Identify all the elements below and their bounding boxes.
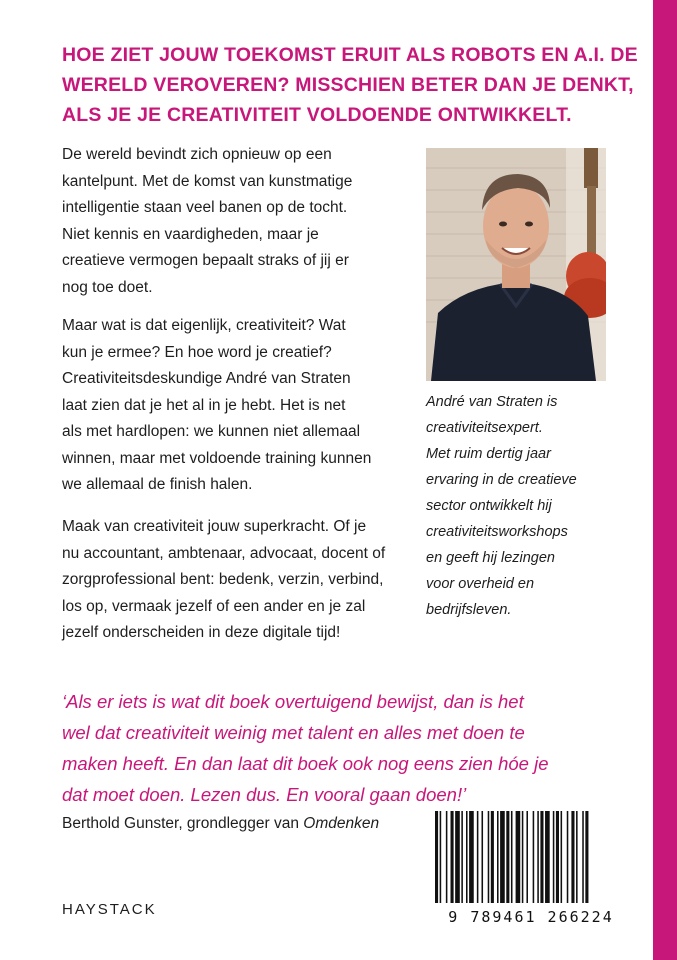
- headline-line: HOE ZIET JOUW TOEKOMST ERUIT ALS ROBOTS EN A.I. DE: [62, 44, 638, 66]
- headline-line: ALS JE JE CREATIVITEIT VOLDOENDE ONTWIKKELT.: [62, 104, 572, 126]
- author-caption: [426, 389, 626, 623]
- text-line: nog toe doet.: [62, 278, 153, 296]
- isbn-number: 9 789461 266224: [448, 908, 614, 926]
- third-paragraph: [62, 514, 392, 647]
- barcode-bar: [461, 811, 463, 903]
- caption-line: voor overheid en: [426, 576, 535, 592]
- barcode-bar: [582, 811, 584, 903]
- caption-line: sector ontwikkelt hij: [426, 498, 552, 514]
- barcode-bar: [516, 811, 521, 903]
- text-line: jezelf onderscheiden in deze digitale tijd!: [62, 624, 341, 641]
- quote-line: dat moet doen. Lezen dus. En vooral gaan doen!’: [62, 784, 467, 805]
- endorsement-quote: [62, 686, 622, 810]
- text-line: als met hardlopen: we kunnen niet allemaal: [62, 423, 361, 440]
- text-line: Niet kennis en vaardigheden, maar je: [62, 225, 319, 243]
- text-line: De wereld bevindt zich opnieuw op een: [62, 146, 332, 163]
- text-line: nu accountant, ambtenaar, advocaat, docent of: [62, 544, 386, 562]
- author-portrait-illustration: [426, 148, 606, 381]
- barcode-bar: [455, 811, 460, 903]
- text-line: Maar wat is dat eigenlijk, creativiteit? Wat: [62, 317, 346, 334]
- quote-line: maken heeft. En dan laat dit boek ook nog eens zien hóe je: [62, 753, 549, 774]
- publisher-logo: HAYSTACK: [62, 901, 157, 918]
- barcode-bar: [522, 811, 524, 903]
- barcode-bar: [540, 811, 543, 903]
- barcode-bar: [440, 811, 442, 903]
- caption-line: en geeft hij lezingen: [426, 550, 555, 566]
- barcode-bar: [545, 811, 550, 903]
- text-line: los op, vermaak jezelf of een ander en je zal: [62, 597, 366, 615]
- quote-attribution: [62, 815, 379, 833]
- isbn-barcode: [427, 811, 635, 926]
- barcode-bar: [435, 811, 438, 903]
- barcode-bar: [576, 811, 578, 903]
- barcode-bar: [477, 811, 479, 903]
- text-line: Creativiteitsdeskundige André van Straten: [62, 370, 351, 387]
- text-line: we allemaal de finish halen.: [62, 476, 253, 493]
- barcode-bar: [482, 811, 484, 903]
- barcode-bar: [561, 811, 563, 903]
- quote-line: wel dat creativiteit weinig met talent en alles met doen te: [62, 722, 525, 743]
- text-line: winnen, maar met voldoende training kunnen: [62, 449, 372, 467]
- caption-line: bedrijfsleven.: [426, 602, 512, 618]
- barcode-bar: [571, 811, 574, 903]
- barcode-bar: [469, 811, 474, 903]
- second-paragraph: [62, 313, 392, 499]
- barcode-bar: [511, 811, 513, 903]
- text-line: kun je ermee? En hoe word je creatief?: [62, 343, 332, 361]
- caption-line: creativiteitsexpert.: [426, 420, 543, 436]
- intro-paragraph: [62, 142, 392, 301]
- barcode-bar: [506, 811, 509, 903]
- barcode-bar: [526, 811, 528, 903]
- quote-line: ‘Als er iets is wat dit boek overtuigend bewijst, dan is het: [62, 691, 524, 712]
- barcode-bar: [497, 811, 499, 903]
- headline-line: WERELD VEROVEREN? MISSCHIEN BETER DAN JE DENKT,: [62, 74, 634, 96]
- barcode-bar: [556, 811, 559, 903]
- barcode-bar: [491, 811, 494, 903]
- barcode-bar: [533, 811, 535, 903]
- text-line: intelligentie staan veel banen op de tocht.: [62, 199, 348, 216]
- barcode-bar: [553, 811, 555, 903]
- barcode-bar: [488, 811, 490, 903]
- barcode-bar: [500, 811, 505, 903]
- text-line: Maak van creativiteit jouw superkracht. Of je: [62, 518, 367, 535]
- text-line: creatieve vermogen bepaalt straks of jij er: [62, 252, 349, 269]
- barcode-bars: [435, 811, 627, 907]
- caption-line: Met ruim dertig jaar: [426, 446, 551, 462]
- caption-line: creativiteitsworkshops: [426, 524, 568, 540]
- text-line: laat zien dat je het al in je hebt. Het is net: [62, 396, 346, 414]
- barcode-bar: [567, 811, 569, 903]
- headline: [62, 40, 637, 130]
- author-photo: [426, 148, 606, 381]
- text-line: kantelpunt. Met de komst van kunstmatige: [62, 172, 353, 190]
- caption-line: ervaring in de creatieve: [426, 472, 577, 488]
- barcode-bar: [466, 811, 468, 903]
- barcode-bar: [446, 811, 448, 903]
- magenta-spine-strip: [653, 0, 677, 960]
- caption-line: André van Straten is: [426, 394, 558, 410]
- barcode-bar: [537, 811, 539, 903]
- attribution-text: Berthold Gunster, grondlegger van: [62, 815, 304, 832]
- attribution-book-title: Omdenken: [303, 815, 380, 832]
- barcode-bar: [585, 811, 588, 903]
- barcode-bar: [451, 811, 454, 903]
- text-line: zorgprofessional bent: bedenk, verzin, verbind,: [62, 571, 384, 588]
